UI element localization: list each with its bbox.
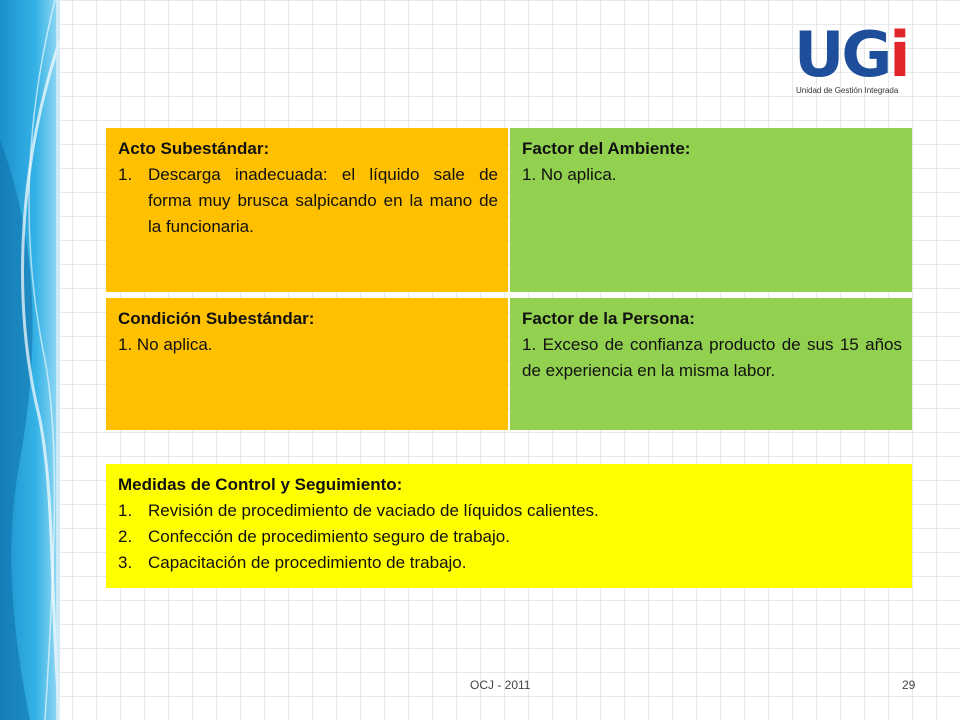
condicion-subestandar-box	[106, 298, 508, 430]
persona-text: 1. Exceso de confianza producto de sus 15 años de experiencia en la misma labor.	[522, 335, 902, 380]
list-item	[118, 162, 498, 240]
list-item-number: 3.	[118, 553, 133, 572]
medidas-title: Medidas de Control y Seguimiento:	[118, 475, 403, 494]
list-item-text: Capacitación de procedimiento de trabajo.	[148, 553, 467, 572]
medidas-control-box	[106, 464, 912, 588]
list-item	[118, 498, 902, 524]
acto-list	[118, 162, 498, 240]
list-item-text: Confección de procedimiento seguro de trabajo.	[148, 527, 510, 546]
list-item-text: Descarga inadecuada: el líquido sale de forma muy brusca salpicando en la mano de la funcionaria.	[148, 165, 498, 236]
factor-persona-box	[510, 298, 912, 430]
acto-title: Acto Subestándar:	[118, 139, 270, 158]
condicion-text: 1. No aplica.	[118, 335, 213, 354]
footer-label: OCJ - 2011	[470, 678, 531, 692]
acto-subestandar-box	[106, 128, 508, 292]
logo-subtitle: Unidad de Gestión Integrada	[796, 86, 899, 95]
list-item-number: 1.	[118, 501, 133, 520]
ambiente-title: Factor del Ambiente:	[522, 139, 691, 158]
persona-title: Factor de la Persona:	[522, 309, 695, 328]
condicion-title: Condición Subestándar:	[118, 309, 315, 328]
list-item	[118, 550, 902, 576]
factor-ambiente-box	[510, 128, 912, 292]
list-item-number: 1.	[118, 165, 133, 184]
wave-decoration	[0, 0, 60, 720]
ambiente-text: 1. No aplica.	[522, 165, 617, 184]
logo-letter-i: i	[889, 18, 908, 91]
ugi-logo	[790, 18, 920, 102]
list-item	[118, 524, 902, 550]
medidas-list	[118, 498, 902, 576]
page-number: 29	[902, 678, 916, 692]
logo-letter-g: G	[841, 18, 890, 91]
logo-letter-u: U	[794, 18, 842, 91]
decorative-left-band	[0, 0, 60, 720]
list-item-text: Revisión de procedimiento de vaciado de líquidos calientes.	[148, 501, 599, 520]
list-item-number: 2.	[118, 527, 133, 546]
